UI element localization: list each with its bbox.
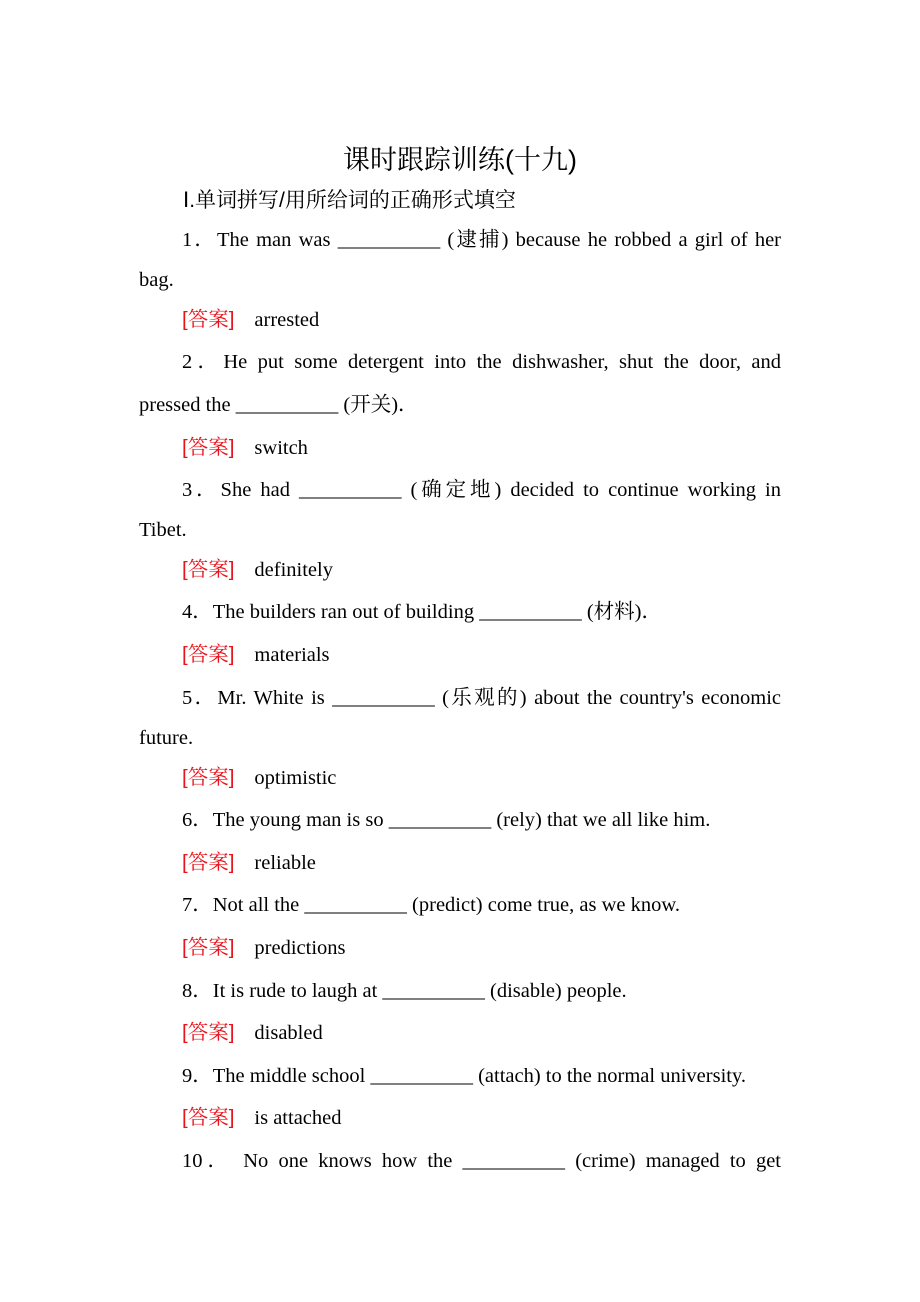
answer-line — [182, 851, 316, 875]
answer-text: definitely — [254, 559, 333, 581]
page-title: 课时跟踪训练(十九) — [343, 145, 577, 175]
question-text-continued: bag. — [139, 269, 174, 291]
answer-text: disabled — [254, 1022, 323, 1044]
answer-line — [182, 643, 330, 667]
question-text-continued: future. — [139, 727, 194, 749]
question-text: 2．He put some detergent into the dishwasher, shut the door, and — [182, 351, 781, 373]
answer-label: [答案] — [182, 1106, 235, 1129]
question-text: 9．The middle school __________ (attach) to the normal university. — [182, 1065, 747, 1087]
question-text-continued: Tibet. — [139, 519, 187, 541]
answer-text: materials — [254, 644, 330, 666]
answer-text: switch — [254, 437, 308, 459]
question-text: 6．The young man is so __________ (rely) that we all like him. — [182, 809, 711, 831]
question-text: 10． No one knows how the __________ (crime) managed to get — [182, 1150, 781, 1172]
question-text: 5．Mr. White is __________ (乐观的) about the country's economic — [182, 687, 781, 709]
answer-line — [182, 766, 336, 790]
question-text: 4．The builders ran out of building __________ (材料)． — [182, 601, 662, 623]
answer-line — [182, 936, 346, 960]
answer-label: [答案] — [182, 558, 235, 581]
answer-line — [182, 1106, 342, 1130]
answer-line — [182, 308, 319, 332]
answer-line — [182, 436, 308, 460]
section-heading: Ⅰ.单词拼写/用所给词的正确形式填空 — [183, 189, 516, 212]
answer-label: [答案] — [182, 436, 235, 459]
question-text: 3．She had __________ (确定地) decided to continue working in — [182, 479, 781, 501]
question-text: 7．Not all the __________ (predict) come true, as we know. — [182, 894, 680, 916]
answer-label: [答案] — [182, 1021, 235, 1044]
answer-label: [答案] — [182, 766, 235, 789]
answer-text: is attached — [254, 1107, 342, 1129]
answer-label: [答案] — [182, 851, 235, 874]
answer-text: optimistic — [254, 767, 337, 789]
answer-text: arrested — [254, 309, 320, 331]
question-text: 8．It is rude to laugh at __________ (disable) people. — [182, 980, 627, 1002]
answer-label: [答案] — [182, 308, 235, 331]
answer-text: reliable — [254, 852, 316, 874]
answer-line — [182, 1021, 323, 1045]
answer-line — [182, 558, 333, 582]
answer-label: [答案] — [182, 936, 235, 959]
question-text: 1．The man was __________ (逮捕) because he robbed a girl of her — [182, 229, 781, 251]
answer-label: [答案] — [182, 643, 235, 666]
question-text-continued: pressed the __________ (开关)． — [139, 394, 419, 416]
answer-text: predictions — [254, 937, 346, 959]
